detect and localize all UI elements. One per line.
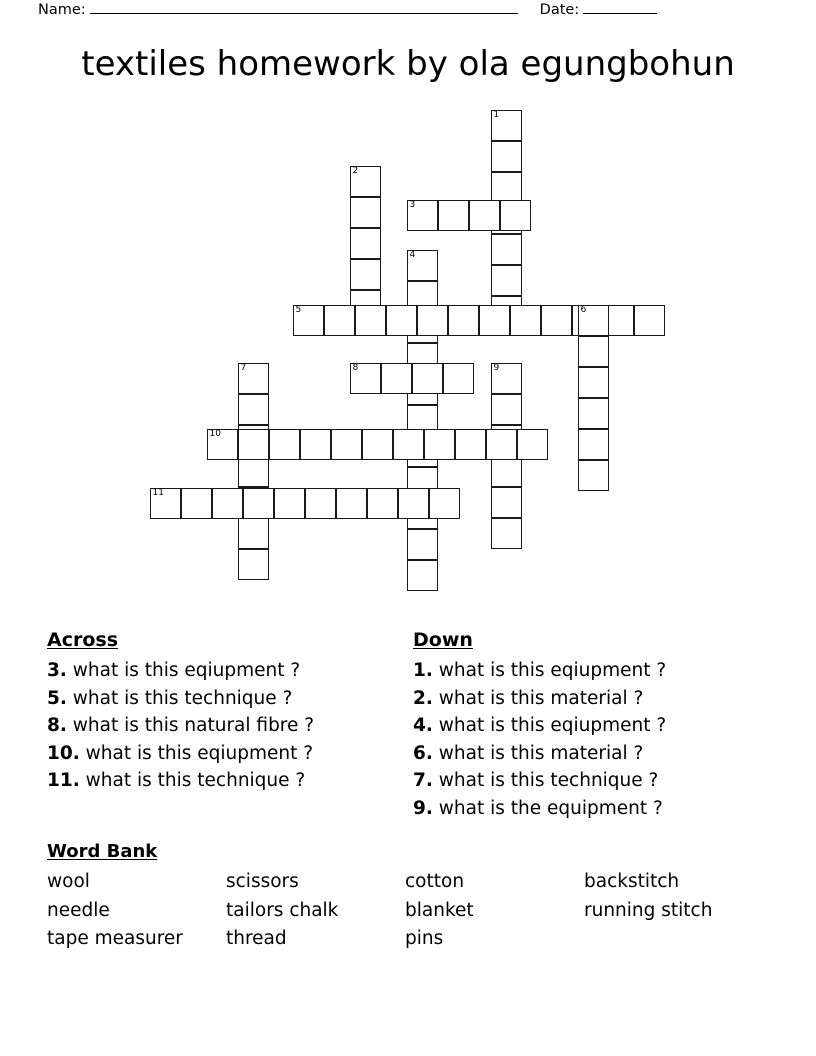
clue-text: what is this material ?: [432, 687, 644, 709]
clue-item-down-7: [413, 767, 773, 795]
clue-item-down-2: [413, 685, 773, 713]
grid-cell[interactable]: [438, 200, 469, 231]
grid-cell[interactable]: [336, 488, 367, 519]
grid-cell[interactable]: [386, 305, 417, 336]
clue-number: 2.: [413, 687, 433, 709]
clue-text: what is this technique ?: [66, 687, 293, 709]
grid-cell[interactable]: [578, 305, 609, 336]
clue-text: what is this material ?: [432, 742, 644, 764]
clue-item-across-5: [47, 685, 397, 713]
down-heading: Down: [413, 629, 473, 651]
clue-item-across-10: [47, 740, 397, 768]
grid-cell[interactable]: [407, 529, 438, 560]
grid-cell[interactable]: [243, 488, 274, 519]
clue-number: 5.: [47, 687, 67, 709]
grid-cell[interactable]: [362, 429, 393, 460]
clue-number: 9.: [413, 797, 433, 819]
grid-cell[interactable]: [367, 488, 398, 519]
clue-number: 10.: [47, 742, 80, 764]
clue-number: 3.: [47, 660, 67, 681]
word-bank-grid: [47, 868, 777, 954]
word-bank-word: scissors: [226, 871, 299, 892]
grid-cell[interactable]: [381, 363, 412, 394]
grid-cell[interactable]: [269, 429, 300, 460]
grid-cell[interactable]: [541, 305, 572, 336]
clue-item-across-3: [47, 657, 397, 685]
grid-cell[interactable]: [479, 305, 510, 336]
word-bank-word: running stitch: [584, 899, 713, 921]
grid-cell[interactable]: [417, 305, 448, 336]
clue-item-down-9: [413, 795, 773, 823]
clue-number: 1.: [413, 660, 433, 681]
grid-cell[interactable]: [510, 305, 541, 336]
down-clues-column: [413, 628, 773, 822]
grid-cell[interactable]: [238, 549, 269, 580]
grid-cell[interactable]: [238, 363, 269, 394]
grid-cell[interactable]: [350, 363, 381, 394]
grid-cell[interactable]: [578, 398, 609, 429]
grid-cell[interactable]: [393, 429, 424, 460]
name-label: Name:: [38, 2, 86, 18]
down-clue-list: [413, 657, 773, 822]
word-bank-empty-slot: [584, 925, 774, 954]
grid-cell[interactable]: [355, 305, 386, 336]
clue-number: 7.: [413, 770, 433, 791]
grid-cell[interactable]: [429, 488, 460, 519]
grid-cell[interactable]: [448, 305, 479, 336]
grid-cell[interactable]: [634, 305, 665, 336]
grid-cell[interactable]: [350, 228, 381, 259]
grid-cell[interactable]: [305, 488, 336, 519]
grid-clue-number: 5: [295, 305, 302, 315]
grid-cell[interactable]: [293, 305, 324, 336]
grid-cell[interactable]: [491, 394, 522, 425]
clue-item-across-8: [47, 712, 397, 740]
word-bank-word: wool: [47, 871, 90, 892]
grid-cell[interactable]: [412, 363, 443, 394]
word-bank-heading: Word Bank: [47, 841, 158, 862]
grid-cell[interactable]: [407, 250, 438, 281]
grid-cell[interactable]: [469, 200, 500, 231]
grid-cell[interactable]: [274, 488, 305, 519]
grid-cell[interactable]: [238, 518, 269, 549]
grid-cell[interactable]: [424, 429, 455, 460]
grid-cell[interactable]: [491, 172, 522, 203]
grid-clue-number: 8: [352, 363, 359, 373]
across-clue-list: [47, 657, 397, 795]
word-bank-word: blanket: [405, 899, 474, 921]
grid-cell[interactable]: [486, 429, 517, 460]
date-label: Date:: [539, 2, 580, 18]
grid-cell[interactable]: [578, 460, 609, 491]
grid-cell[interactable]: [491, 234, 522, 265]
clues-section: [0, 628, 816, 818]
grid-clue-number: 7: [240, 363, 247, 373]
grid-clue-number: 1: [493, 110, 500, 120]
clue-item-down-6: [413, 740, 773, 768]
clue-text: what is this natural fibre ?: [66, 715, 315, 736]
grid-clue-number: 4: [409, 250, 416, 260]
clue-text: what is this technique ?: [79, 770, 306, 791]
clue-text: what is this eqiupment ?: [432, 715, 667, 736]
grid-cell[interactable]: [398, 488, 429, 519]
word-bank-word: needle: [47, 899, 110, 921]
clue-number: 8.: [47, 715, 67, 736]
clue-number: 11.: [47, 770, 80, 791]
grid-cell[interactable]: [331, 429, 362, 460]
grid-clue-number: 2: [352, 166, 359, 176]
grid-cell[interactable]: [491, 363, 522, 394]
grid-cell[interactable]: [207, 429, 238, 460]
grid-cell[interactable]: [350, 197, 381, 228]
grid-cell[interactable]: [324, 305, 355, 336]
word-bank-section: [47, 840, 777, 954]
word-bank-word: cotton: [405, 871, 465, 892]
grid-clue-number: 6: [580, 305, 587, 315]
grid-cell[interactable]: [443, 363, 474, 394]
page-title: textiles homework by ola egungbohun: [81, 44, 735, 84]
clue-text: what is the equipment ?: [432, 797, 663, 819]
grid-cell[interactable]: [238, 456, 269, 487]
word-bank-word: tape measurer: [47, 928, 183, 949]
grid-cell[interactable]: [491, 487, 522, 518]
clue-text: what is this eqiupment ?: [79, 742, 314, 764]
grid-cell[interactable]: [300, 429, 331, 460]
clue-text: what is this eqiupment ?: [432, 660, 667, 681]
word-bank-word: tailors chalk: [226, 899, 339, 921]
grid-clue-number: 10: [209, 429, 221, 439]
grid-cell[interactable]: [517, 429, 548, 460]
grid-cell[interactable]: [491, 110, 522, 141]
grid-cell[interactable]: [238, 429, 269, 460]
clue-number: 4.: [413, 715, 433, 736]
grid-cell[interactable]: [455, 429, 486, 460]
grid-clue-number: 3: [409, 200, 416, 210]
grid-cell[interactable]: [491, 518, 522, 549]
word-bank-word: backstitch: [584, 871, 680, 892]
grid-cell[interactable]: [212, 488, 243, 519]
grid-cell[interactable]: [491, 141, 522, 172]
grid-cell[interactable]: [181, 488, 212, 519]
grid-clue-number: 9: [493, 363, 500, 373]
across-heading: Across: [47, 629, 119, 651]
grid-cell[interactable]: [500, 200, 531, 231]
clue-item-down-4: [413, 712, 773, 740]
grid-cell[interactable]: [491, 456, 522, 487]
grid-cell[interactable]: [407, 200, 438, 231]
grid-cell[interactable]: [491, 265, 522, 296]
clue-text: what is this technique ?: [432, 770, 659, 791]
grid-cell[interactable]: [578, 336, 609, 367]
grid-clue-number: 11: [152, 488, 164, 498]
grid-cell[interactable]: [578, 429, 609, 460]
across-clues-column: [47, 628, 397, 795]
grid-cell[interactable]: [150, 488, 181, 519]
grid-cell[interactable]: [350, 166, 381, 197]
grid-cell[interactable]: [407, 560, 438, 591]
grid-cell[interactable]: [350, 259, 381, 290]
word-bank-word: thread: [226, 928, 287, 949]
grid-cell[interactable]: [238, 394, 269, 425]
clue-number: 6.: [413, 742, 433, 764]
grid-cell[interactable]: [578, 367, 609, 398]
word-bank-word: pins: [405, 928, 444, 949]
clue-text: what is this eqiupment ?: [66, 660, 301, 681]
clue-item-across-11: [47, 767, 397, 795]
clue-item-down-1: [413, 657, 773, 685]
